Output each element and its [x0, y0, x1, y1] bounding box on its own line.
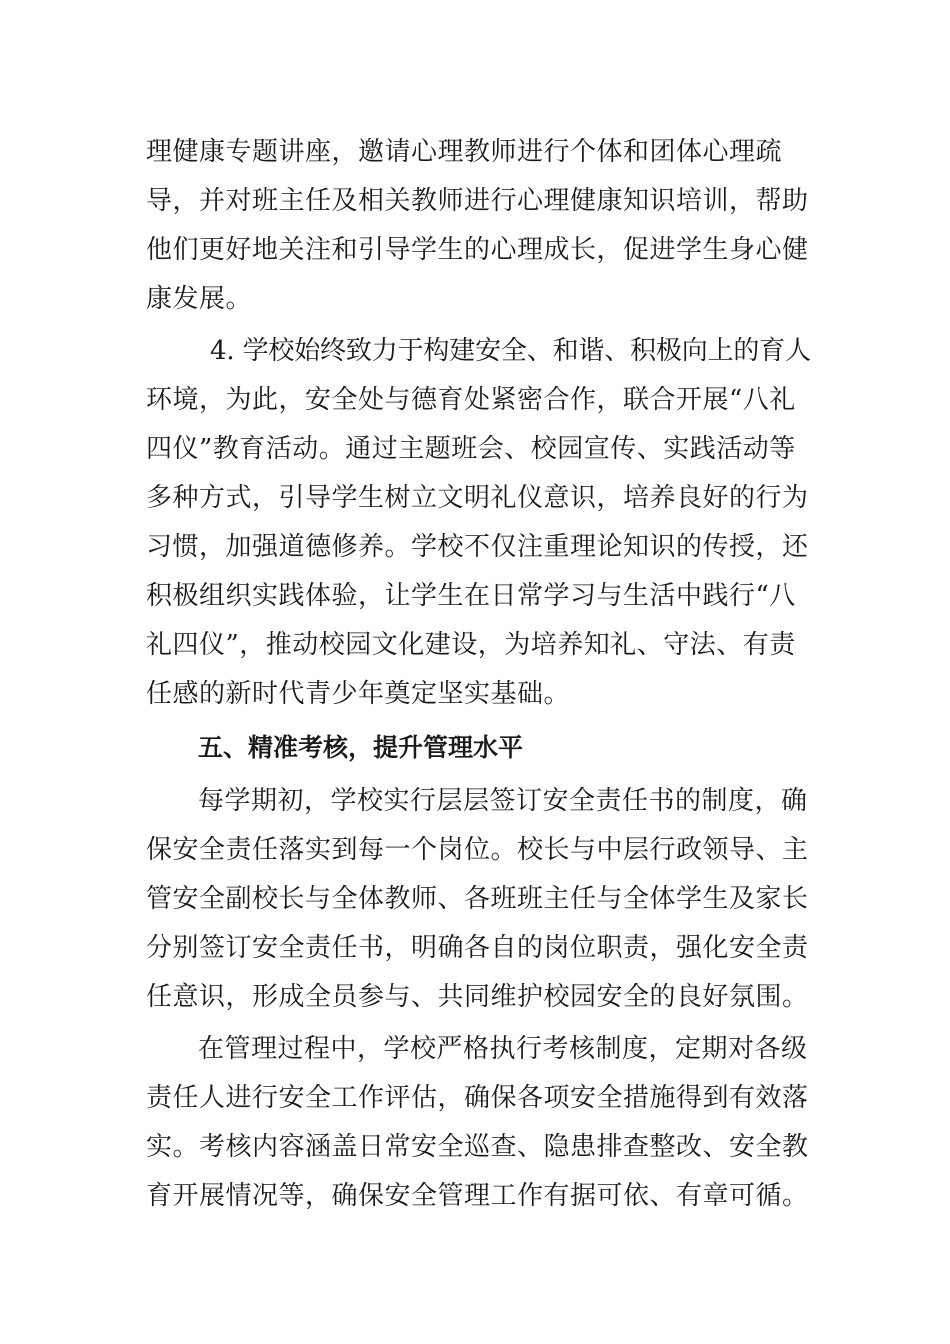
paragraph-line: 实。考核内容涵盖日常安全巡查、隐患排查整改、安全教	[146, 1132, 809, 1162]
paragraph-line: 在管理过程中，学校严格执行考核制度，定期对各级	[198, 1034, 808, 1064]
paragraph-line: 理健康专题讲座，邀请心理教师进行个体和团体心理疏	[146, 137, 783, 167]
paragraph-line: 四仪”教育活动。通过主题班会、校园宣传、实践活动等	[146, 434, 796, 464]
paragraph-line: 管安全副校长与全体教师、各班班主任与全体学生及家长	[146, 884, 809, 914]
paragraph-line: 4. 学校始终致力于构建安全、和谐、积极向上的育人	[210, 336, 811, 366]
paragraph-line: 任意识，形成全员参与、共同维护校园安全的良好氛围。	[146, 982, 809, 1012]
paragraph-line: 责任人进行安全工作评估，确保各项安全措施得到有效落	[146, 1083, 809, 1113]
paragraph-line: 每学期初，学校实行层层签订安全责任书的制度，确	[198, 786, 808, 816]
paragraph-line: 康发展。	[146, 284, 253, 314]
paragraph-line: 习惯，加强道德修养。学校不仅注重理论知识的传授，还	[146, 532, 809, 562]
paragraph-line: 任感的新时代青少年奠定坚实基础。	[146, 679, 571, 709]
paragraph-line: 导，并对班主任及相关教师进行心理健康知识培训，帮助	[146, 186, 809, 216]
paragraph-line: 分别签订安全责任书，明确各自的岗位职责，强化安全责	[146, 933, 809, 963]
paragraph-line: 环境，为此，安全处与德育处紧密合作，联合开展“八礼	[146, 385, 796, 415]
paragraph-line: 积极组织实践体验，让学生在日常学习与生活中践行“八	[146, 581, 796, 611]
paragraph-line: 他们更好地关注和引导学生的心理成长，促进学生身心健	[146, 235, 809, 265]
paragraph-line: 多种方式，引导学生树立文明礼仪意识，培养良好的行为	[146, 483, 809, 513]
paragraph-line: 礼四仪”，推动校园文化建设，为培养知礼、守法、有责	[146, 630, 796, 660]
paragraph-line: 育开展情况等，确保安全管理工作有据可依、有章可循。	[146, 1181, 809, 1211]
section-heading: 五、精准考核，提升管理水平	[198, 733, 524, 762]
paragraph-line: 保安全责任落实到每一个岗位。校长与中层行政领导、主	[146, 835, 809, 865]
